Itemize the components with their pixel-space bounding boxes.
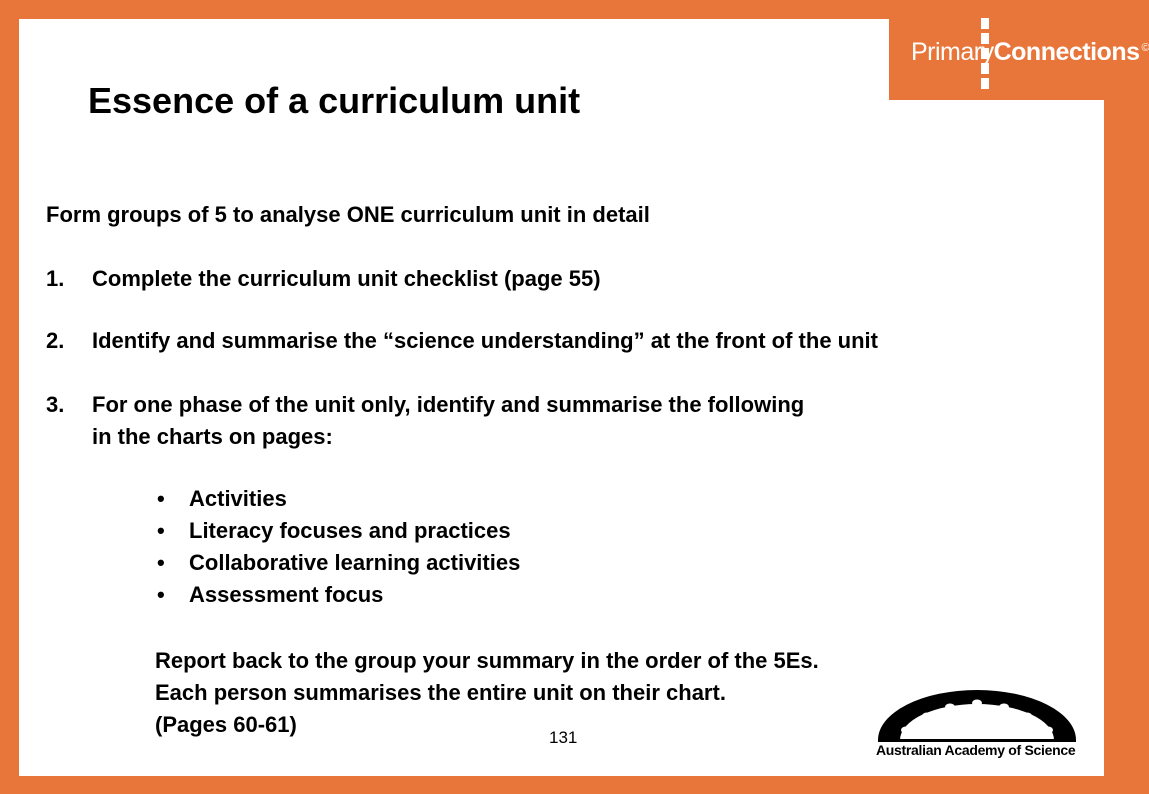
- list-item: Collaborative learning activities: [189, 550, 521, 575]
- report-line: Each person summarises the entire unit on their chart.: [155, 680, 726, 705]
- brand-name-regular: Primary: [911, 38, 994, 66]
- step-number: 1.: [46, 266, 65, 291]
- list-item: Assessment focus: [189, 582, 384, 607]
- step-text: For one phase of the unit only, identify and summarise the following: [92, 392, 805, 417]
- step-number: 2.: [46, 328, 65, 353]
- list-item: Activities: [189, 486, 287, 511]
- brand-name-bold: Connections: [993, 38, 1140, 66]
- bullet-icon: •: [157, 518, 165, 543]
- step-text: Identify and summarise the “science understanding” at the front of the unit: [92, 328, 878, 353]
- brand-copyright: ©: [1141, 41, 1149, 54]
- bullet-icon: •: [157, 486, 165, 511]
- step-number: 3.: [46, 392, 65, 417]
- bullet-icon: •: [157, 582, 165, 607]
- academy-logo-text: Australian Academy of Science: [876, 742, 1076, 758]
- slide-title: Essence of a curriculum unit: [88, 80, 581, 121]
- page-number: 131: [549, 728, 578, 747]
- step-text: Complete the curriculum unit checklist (page 55): [92, 266, 601, 291]
- bullet-icon: •: [157, 550, 165, 575]
- step-continuation: in the charts on pages:: [92, 424, 333, 449]
- report-line: (Pages 60-61): [155, 712, 297, 737]
- list-item: Literacy focuses and practices: [189, 518, 511, 543]
- brand-logo: [911, 38, 1149, 67]
- intro-text: Form groups of 5 to analyse ONE curriculum unit in detail: [46, 202, 650, 227]
- report-line: Report back to the group your summary in the order of the 5Es.: [155, 648, 819, 673]
